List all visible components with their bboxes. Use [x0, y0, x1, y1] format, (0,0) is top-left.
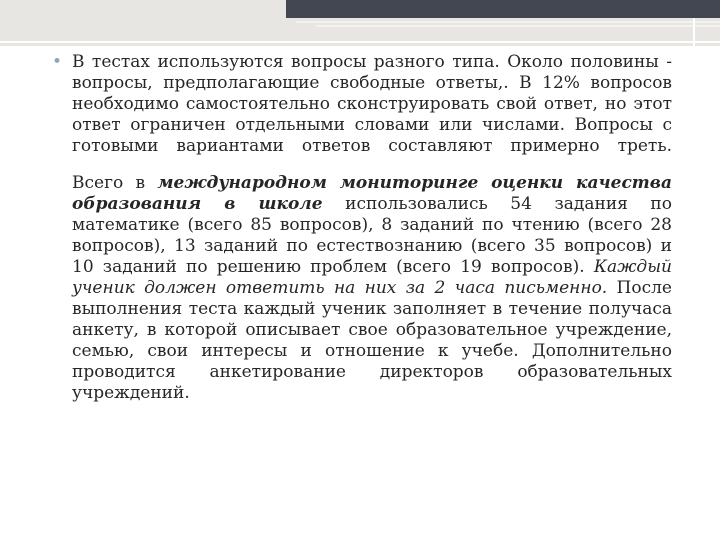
paragraph-2-lead: Всего в	[72, 173, 158, 193]
paragraph-2-part1: использовались 54 задания по математике (всего 85 вопросов), 8 заданий по чтению (всего 28 вопросов), 13 заданий по естествознанию (всего 35 вопросов) и 10 заданий по решению проблем (всего 19 вопросов).	[72, 194, 672, 277]
paragraph-2-emphasis: международном мониторинге оценки качества образования в школе	[72, 173, 672, 214]
slide-content	[52, 52, 672, 404]
paragraph-2-italic: Каждый ученик должен ответить на них за 2 часа письменно.	[72, 257, 672, 298]
paragraph-2-part2: После выполнения теста каждый ученик заполняет в течение получаса анкету, в которой описывает свое образовательное учреждение, семью, свои интересы и отношение к учебе. Дополнительно проводится анкетирование директоров образовательных учреждений.	[72, 278, 672, 403]
paragraph-1-text: В тестах используются вопросы разного типа. Около половины - вопросы, предполагающие свободные ответы,. В 12% вопросов необходимо самостоятельно сконструировать свой ответ, но этот ответ ограничен отдельными словами или числами. Вопросы с готовыми вариантами ответов составляют примерно треть.	[72, 52, 672, 156]
header-decoration	[0, 0, 720, 60]
paragraph-2	[52, 173, 672, 404]
bullet-icon: •	[52, 52, 63, 72]
paragraph-1	[52, 52, 672, 157]
